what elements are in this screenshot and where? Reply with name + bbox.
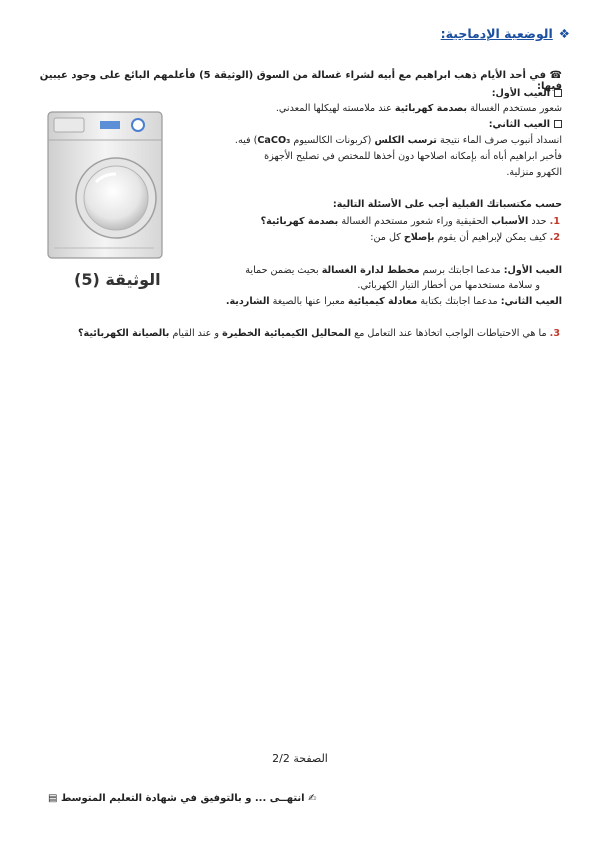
questions-intro: حسب مكتسباتك القبلية أجب على الأسئلة التالية: xyxy=(332,199,562,210)
fix2-line: العيب الثاني: مدعما اجابتك بكتابة معادلة كيميائية معبرا عنها بالصيغة الشاردية. xyxy=(225,296,562,307)
question-3: 3. ما هي الاحتياطات الواجب اتخاذها عند التعامل مع المحاليل الكيميائية الخطيرة و عند القيام بالصيانة الكهربائية؟ xyxy=(77,328,560,339)
square-bullet-icon xyxy=(554,89,562,97)
diamond-bullet-icon: ❖ xyxy=(558,26,570,41)
defect2-line3: الكهرو منزلية. xyxy=(506,167,562,178)
intro-paragraph: ☎ في أحد الأيام ذهب ابراهيم مع أبيه لشراء غسالة من السوق (الوثيقة 5) فأعلمهم البائع على وجود عيبين فيها: xyxy=(39,70,562,92)
defect2-line2: فأخبر ابراهيم أباه أنه بإمكانه اصلاحها دون أخذها للمختص في تصليح الأجهزة xyxy=(264,151,562,162)
phone-bullet-icon: ☎ xyxy=(549,70,562,81)
defect1-text: شعور مستخدم الغسالة بصدمة كهربائية عند ملامسته لهيكلها المعدني. xyxy=(275,103,562,114)
figure-caption: الوثيقة (5) xyxy=(74,270,161,289)
footer-note: ✍ انتهــى ... و بالتوفيق في شهادة التعليم المتوسط ▤ xyxy=(48,793,317,804)
defect2-heading: العيب الثاني: xyxy=(489,117,562,132)
book-icon: ▤ xyxy=(48,793,58,804)
section-title: ❖الوضعية الإدماجية: xyxy=(440,26,570,41)
pen-icon: ✍ xyxy=(308,793,317,804)
defect2-line1: انسداد أنبوب صرف الماء نتيجة ترسب الكلس (كربونات الكالسيوم CaCO₃) فيه. xyxy=(234,135,562,146)
page-number: الصفحة 2/2 xyxy=(272,752,328,765)
question-2: 2. كيف يمكن لإبراهيم أن يقوم بإصلاح كل من: xyxy=(370,232,560,243)
fix1-line2: و سلامة مستخدمها من أخطار التيار الكهربائي. xyxy=(357,280,540,291)
square-bullet-icon xyxy=(554,120,562,128)
question-1: 1. حدد الأسباب الحقيقية وراء شعور مستخدم الغسالة بصدمة كهربائية؟ xyxy=(260,216,560,227)
washing-machine-illustration xyxy=(44,108,168,264)
defect1-heading: العيب الأول: xyxy=(492,86,562,101)
fix1-line1: العيب الأول: مدعما اجابتك برسم مخطط لدارة الغسالة بحيث يضمن حماية xyxy=(245,265,562,276)
